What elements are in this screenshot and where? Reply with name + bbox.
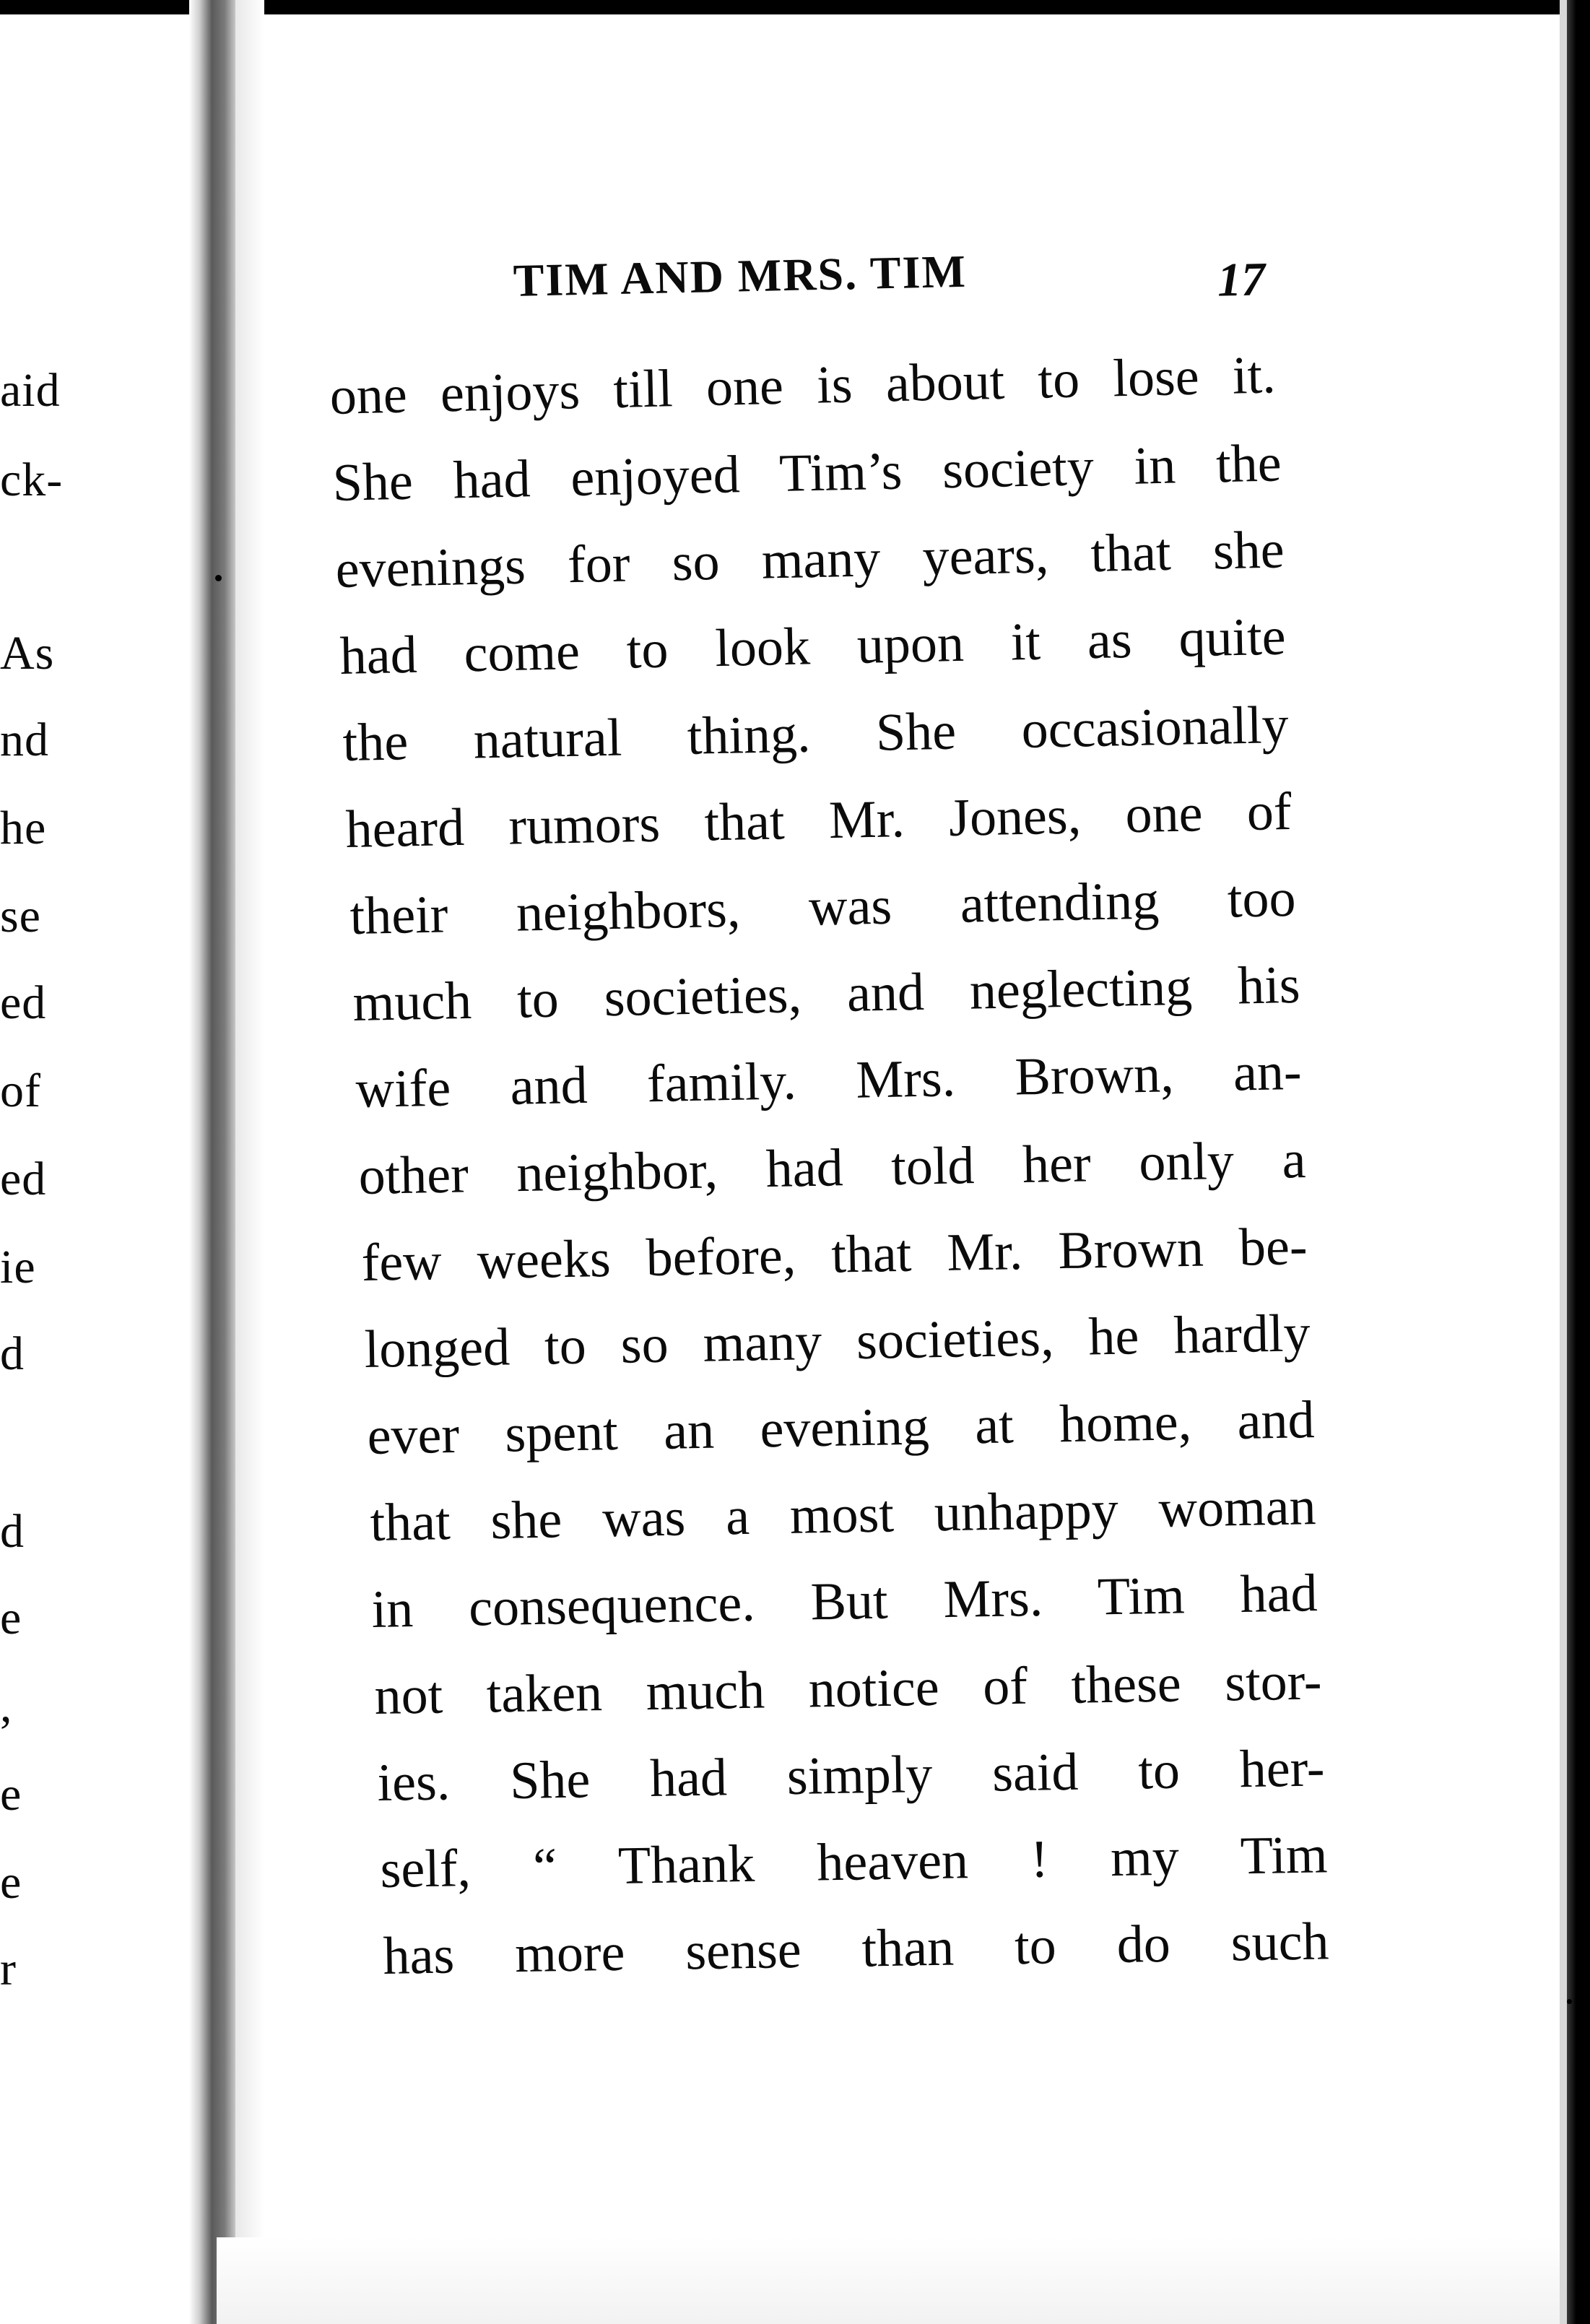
left-fragment: ck-: [0, 456, 64, 504]
left-fragment: nd: [0, 716, 49, 764]
left-fragment: As: [0, 630, 55, 677]
left-fragment: ie: [0, 1244, 36, 1291]
text-line: other neighbor, had told her only a: [357, 1130, 1307, 1206]
text-line: evenings for so many years, that she: [334, 520, 1285, 599]
text-line: ever spent an evening at home, and: [366, 1390, 1316, 1466]
text-line: She had enjoyed Tim’s society in the: [331, 433, 1282, 513]
left-fragment: e: [0, 1859, 22, 1907]
text-line: the natural thing. She occasionally: [342, 695, 1290, 773]
left-fragment: of: [0, 1067, 41, 1115]
left-fragment: ed: [0, 1156, 47, 1203]
left-fragment: e: [0, 1771, 22, 1818]
text-line: that she was a most unhappy woman: [369, 1477, 1317, 1553]
running-head-title: TIM AND MRS. TIM: [513, 245, 968, 306]
page-number: 17: [1217, 253, 1266, 307]
text-line: their neighbors, was attending too: [349, 868, 1297, 946]
gutter-shadow: [235, 0, 264, 2324]
left-fragment: ed: [0, 979, 47, 1027]
left-fragment: ,: [0, 1683, 13, 1730]
left-fragment: e: [0, 1595, 22, 1642]
text-line: longed to so many societies, he hardly: [363, 1304, 1311, 1379]
text-line: ies. She had simply said to her-: [376, 1738, 1326, 1813]
text-line: much to societies, and neglecting his: [352, 955, 1301, 1033]
left-fragment: aid: [0, 367, 61, 415]
book-gutter: [189, 0, 240, 2324]
text-line: self, “ Thank heaven ! my Tim: [379, 1825, 1329, 1899]
scan-right-border: [1567, 0, 1590, 2324]
text-line: has more sense than to do such: [382, 1912, 1330, 1986]
page-edge-shade: [1560, 0, 1567, 2324]
left-fragment: r: [0, 1946, 17, 1993]
text-line: few weeks before, that Mr. Brown be-: [360, 1217, 1308, 1293]
text-line: had come to look upon it as quite: [339, 607, 1287, 686]
left-fragment: d: [0, 1508, 25, 1556]
left-fragment: se: [0, 893, 41, 940]
text-line: one enjoys till one is about to lose it.: [329, 345, 1277, 426]
left-fragment: he: [0, 805, 47, 852]
text-line: wife and family. Mrs. Brown, an-: [355, 1041, 1303, 1119]
scan-speck: [215, 575, 222, 581]
page-bottom-shade: [217, 2237, 1560, 2324]
scan-speck: [1567, 1999, 1572, 2004]
left-fragment: d: [0, 1330, 25, 1378]
text-line: heard rumors that Mr. Jones, one of: [344, 781, 1293, 859]
text-line: not taken much notice of these stor-: [373, 1652, 1323, 1726]
text-line: in consequence. But Mrs. Tim had: [370, 1564, 1319, 1639]
